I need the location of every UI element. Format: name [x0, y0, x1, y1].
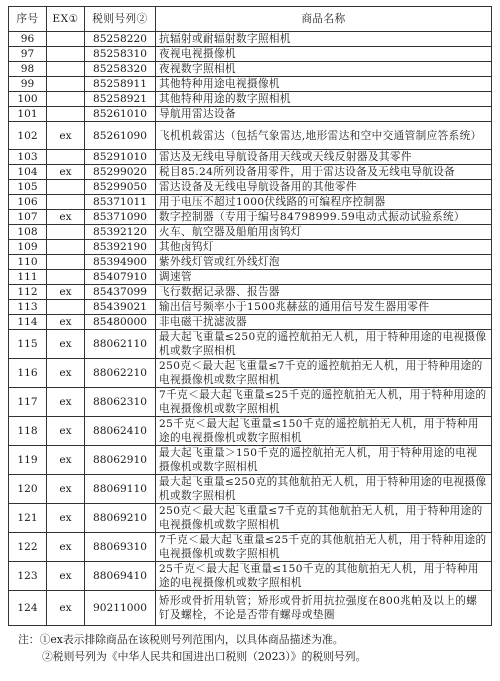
cell-ex — [47, 225, 85, 240]
cell-product-name: 夜视电视摄像机 — [156, 47, 492, 62]
cell-serial-number: 115 — [9, 330, 47, 359]
cell-product-name: 导航用雷达设备 — [156, 107, 492, 122]
cell-serial-number: 106 — [9, 195, 47, 210]
table-header-row — [9, 7, 492, 32]
table-row — [9, 240, 492, 255]
cell-serial-number: 122 — [9, 533, 47, 562]
cell-serial-number: 105 — [9, 180, 47, 195]
table-row — [9, 504, 492, 533]
table-row — [9, 285, 492, 300]
footnote-1: 注：①ex表示排除商品在该税则号列范围内，以具体商品描述为准。 — [18, 633, 344, 646]
cell-serial-number: 109 — [9, 240, 47, 255]
cell-product-name: 最大起飞重量≤250克的其他航拍无人机，用于特种用途的电视摄像机或数字照相机 — [156, 475, 492, 504]
table-row — [9, 533, 492, 562]
cell-product-name: 飞机机载雷达（包括气象雷达,地形雷达和空中交通管制应答系统） — [156, 122, 492, 150]
cell-ex — [47, 270, 85, 285]
cell-product-name: 7千克＜最大起飞重量≤25千克的其他航拍无人机，用于特种用途的电视摄像机或数字照相机 — [156, 533, 492, 562]
cell-product-name: 飞行数据记录器、报告器 — [156, 285, 492, 300]
cell-product-name: 数字控制器（专用于编号84798999.59电动式振动试验系统） — [156, 210, 492, 225]
cell-product-name: 250克＜最大起飞重量≤7千克的其他航拍无人机，用于特种用途的电视摄像机或数字照相机 — [156, 504, 492, 533]
header-tariff-code: 税则号列② — [85, 7, 156, 32]
cell-product-name: 其他特种用途的数字照相机 — [156, 92, 492, 107]
table-row — [9, 92, 492, 107]
cell-ex — [47, 240, 85, 255]
table-row — [9, 388, 492, 417]
cell-tariff-code: 88062210 — [85, 359, 156, 388]
table-row — [9, 210, 492, 225]
cell-product-name: 输出信号频率小于1500兆赫兹的通用信号发生器用零件 — [156, 300, 492, 315]
cell-tariff-code: 85258310 — [85, 47, 156, 62]
cell-serial-number: 120 — [9, 475, 47, 504]
cell-product-name: 火车、航空器及船舶用卤钨灯 — [156, 225, 492, 240]
cell-ex: ex — [47, 417, 85, 446]
cell-serial-number: 117 — [9, 388, 47, 417]
table-row — [9, 330, 492, 359]
cell-tariff-code: 88069210 — [85, 504, 156, 533]
cell-product-name: 雷达设备及无线电导航设备用的其他零件 — [156, 180, 492, 195]
cell-tariff-code: 85291010 — [85, 150, 156, 165]
header-serial-number: 序号 — [9, 7, 47, 32]
cell-serial-number: 96 — [9, 32, 47, 47]
cell-serial-number: 116 — [9, 359, 47, 388]
cell-tariff-code: 88062110 — [85, 330, 156, 359]
cell-serial-number: 114 — [9, 315, 47, 330]
cell-ex — [47, 195, 85, 210]
cell-tariff-code: 88062910 — [85, 446, 156, 475]
cell-tariff-code: 85258911 — [85, 77, 156, 92]
cell-ex: ex — [47, 562, 85, 591]
cell-tariff-code: 85258320 — [85, 62, 156, 77]
cell-serial-number: 124 — [9, 591, 47, 626]
cell-tariff-code: 88069110 — [85, 475, 156, 504]
cell-ex: ex — [47, 446, 85, 475]
table-row — [9, 300, 492, 315]
cell-tariff-code: 85392120 — [85, 225, 156, 240]
cell-serial-number: 100 — [9, 92, 47, 107]
cell-serial-number: 104 — [9, 165, 47, 180]
cell-tariff-code: 85437099 — [85, 285, 156, 300]
cell-product-name: 7千克＜最大起飞重量≤25千克的遥控航拍无人机，用于特种用途的电视摄像机或数字照相机 — [156, 388, 492, 417]
cell-ex: ex — [47, 533, 85, 562]
cell-ex: ex — [47, 591, 85, 626]
cell-ex: ex — [47, 504, 85, 533]
cell-serial-number: 108 — [9, 225, 47, 240]
table-row — [9, 562, 492, 591]
cell-serial-number: 101 — [9, 107, 47, 122]
cell-serial-number: 111 — [9, 270, 47, 285]
cell-ex: ex — [47, 475, 85, 504]
table-row — [9, 107, 492, 122]
table-row — [9, 315, 492, 330]
cell-ex — [47, 32, 85, 47]
table-row — [9, 32, 492, 47]
table-row — [9, 122, 492, 150]
header-ex: EX① — [47, 7, 85, 32]
cell-ex — [47, 300, 85, 315]
cell-ex: ex — [47, 388, 85, 417]
cell-ex: ex — [47, 165, 85, 180]
tariff-table — [8, 6, 492, 626]
cell-ex: ex — [47, 210, 85, 225]
cell-product-name: 其他卤钨灯 — [156, 240, 492, 255]
cell-tariff-code: 85480000 — [85, 315, 156, 330]
cell-ex — [47, 107, 85, 122]
cell-ex: ex — [47, 359, 85, 388]
cell-tariff-code: 85258921 — [85, 92, 156, 107]
cell-serial-number: 102 — [9, 122, 47, 150]
cell-product-name: 抗辐射或耐辐射数字照相机 — [156, 32, 492, 47]
cell-tariff-code: 85261090 — [85, 122, 156, 150]
cell-serial-number: 98 — [9, 62, 47, 77]
cell-tariff-code: 88069410 — [85, 562, 156, 591]
cell-serial-number: 112 — [9, 285, 47, 300]
cell-product-name: 其他特种用途电视摄像机 — [156, 77, 492, 92]
cell-ex: ex — [47, 330, 85, 359]
table-body — [9, 32, 492, 626]
cell-product-name: 最大起飞重量＞150千克的遥控航拍无人机，用于特种用途的电视摄像机或数字照相机 — [156, 446, 492, 475]
cell-serial-number: 121 — [9, 504, 47, 533]
table-row — [9, 62, 492, 77]
table-row — [9, 195, 492, 210]
cell-product-name: 用于电压不超过1000伏线路的可编程序控制器 — [156, 195, 492, 210]
cell-ex — [47, 77, 85, 92]
cell-serial-number: 110 — [9, 255, 47, 270]
cell-tariff-code: 85407910 — [85, 270, 156, 285]
cell-product-name: 非电磁干扰滤波器 — [156, 315, 492, 330]
cell-product-name: 250克＜最大起飞重量≤7千克的遥控航拍无人机，用于特种用途的电视摄像机或数字照相机 — [156, 359, 492, 388]
cell-serial-number: 123 — [9, 562, 47, 591]
cell-tariff-code: 90211000 — [85, 591, 156, 626]
table-row — [9, 225, 492, 240]
cell-ex — [47, 180, 85, 195]
cell-ex — [47, 150, 85, 165]
cell-ex — [47, 255, 85, 270]
table-row — [9, 180, 492, 195]
cell-tariff-code: 85261010 — [85, 107, 156, 122]
cell-serial-number: 103 — [9, 150, 47, 165]
cell-serial-number: 118 — [9, 417, 47, 446]
table-row — [9, 150, 492, 165]
cell-ex: ex — [47, 285, 85, 300]
cell-ex — [47, 62, 85, 77]
cell-serial-number: 107 — [9, 210, 47, 225]
cell-product-name: 紫外线灯管或红外线灯泡 — [156, 255, 492, 270]
cell-tariff-code: 85258220 — [85, 32, 156, 47]
cell-tariff-code: 88069310 — [85, 533, 156, 562]
cell-serial-number: 97 — [9, 47, 47, 62]
footnote-2: ②税则号列为《中华人民共和国进出口税则（2023）》的税则号列。 — [42, 650, 367, 663]
cell-ex: ex — [47, 122, 85, 150]
header-product-name: 商品名称 — [156, 7, 492, 32]
table-row — [9, 165, 492, 180]
cell-ex — [47, 92, 85, 107]
cell-tariff-code: 85371090 — [85, 210, 156, 225]
table-row — [9, 255, 492, 270]
cell-ex: ex — [47, 315, 85, 330]
cell-product-name: 雷达及无线电导航设备用天线或天线反射器及其零件 — [156, 150, 492, 165]
cell-tariff-code: 85394900 — [85, 255, 156, 270]
cell-ex — [47, 47, 85, 62]
cell-tariff-code: 88062310 — [85, 388, 156, 417]
table-row — [9, 475, 492, 504]
cell-product-name: 税目85.24所列设备用零件，用于雷达设备及无线电导航设备 — [156, 165, 492, 180]
cell-serial-number: 99 — [9, 77, 47, 92]
cell-serial-number: 113 — [9, 300, 47, 315]
cell-product-name: 调速管 — [156, 270, 492, 285]
table-row — [9, 359, 492, 388]
cell-tariff-code: 85439021 — [85, 300, 156, 315]
cell-product-name: 25千克＜最大起飞重量≤150千克的其他航拍无人机，用于特种用途的电视摄像机或数字照相机 — [156, 562, 492, 591]
table-row — [9, 446, 492, 475]
cell-tariff-code: 85299020 — [85, 165, 156, 180]
table-row — [9, 417, 492, 446]
cell-tariff-code: 88062410 — [85, 417, 156, 446]
cell-product-name: 矫形或骨折用轨管；矫形或骨折用抗拉强度在800兆帕及以上的螺钉及螺栓，不论是否带有螺母或垫圈 — [156, 591, 492, 626]
cell-product-name: 夜视数字照相机 — [156, 62, 492, 77]
table-row — [9, 77, 492, 92]
cell-tariff-code: 85299050 — [85, 180, 156, 195]
table-row — [9, 47, 492, 62]
cell-serial-number: 119 — [9, 446, 47, 475]
footnotes — [18, 631, 488, 665]
table-row — [9, 591, 492, 626]
cell-product-name: 25千克＜最大起飞重量≤150千克的遥控航拍无人机，用于特种用途的电视摄像机或数字照相机 — [156, 417, 492, 446]
cell-tariff-code: 85371011 — [85, 195, 156, 210]
cell-tariff-code: 85392190 — [85, 240, 156, 255]
cell-product-name: 最大起飞重量≤250克的遥控航拍无人机，用于特种用途的电视摄像机或数字照相机 — [156, 330, 492, 359]
table-row — [9, 270, 492, 285]
